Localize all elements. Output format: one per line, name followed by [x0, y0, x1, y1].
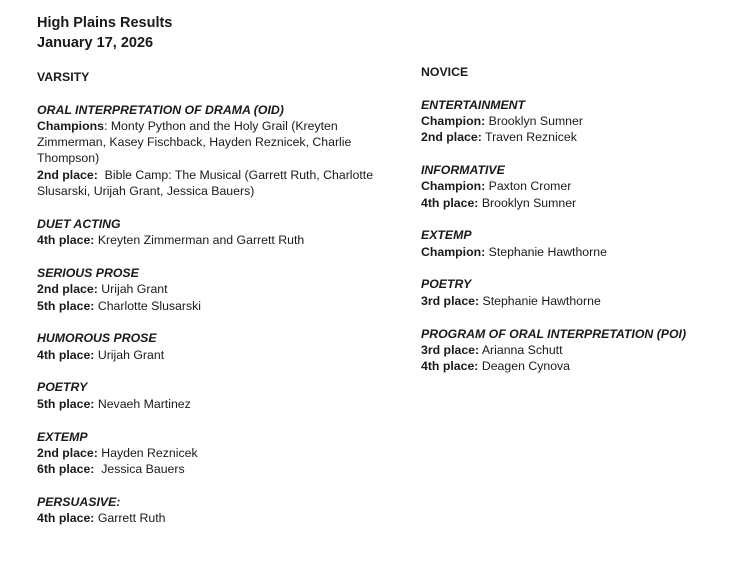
result-place: 5th place: — [37, 298, 95, 313]
result-entry: Monty Python and the Holy Grail (Kreyten Zimmerman, Kasey Fischback, Hayden Reznicek, Charlie Thompson) — [37, 118, 352, 166]
event-block — [37, 265, 387, 314]
result-entry: Traven Reznicek — [485, 130, 577, 145]
result-entry: Urijah Grant — [97, 347, 165, 362]
event-name: ORAL INTERPRETATION OF DRAMA (OID) — [37, 102, 284, 117]
event-name: EXTEMP — [421, 228, 472, 243]
result-entry: Stephanie Hawthorne — [488, 244, 607, 259]
event-block — [37, 330, 387, 363]
result-entry: Bible Camp: The Musical (Garrett Ruth, Charlotte Slusarski, Urijah Grant, Jessica Bauers) — [37, 167, 374, 199]
result-entry: Deagen Cynova — [481, 359, 571, 374]
event-block — [421, 162, 721, 211]
event-block — [37, 429, 387, 478]
result-place: 4th place: — [421, 359, 479, 374]
event-block — [421, 326, 721, 375]
document-title — [37, 13, 172, 53]
result-entry: Stephanie Hawthorne — [482, 293, 601, 308]
result-place: 2nd place: — [37, 167, 98, 182]
result-entry: Urijah Grant — [101, 282, 168, 297]
event-name: SERIOUS PROSE — [37, 265, 139, 280]
event-block — [421, 97, 721, 146]
varsity-event-list — [37, 102, 387, 527]
event-block — [37, 102, 387, 200]
result-line — [37, 461, 387, 477]
event-name: HUMOROUS PROSE — [37, 331, 157, 346]
result-line — [421, 358, 721, 374]
result-entry: Nevaeh Martinez — [97, 396, 191, 411]
result-line — [37, 445, 387, 461]
result-entry: Brooklyn Sumner — [488, 113, 583, 128]
result-place: Champion: — [421, 113, 486, 128]
event-name: INFORMATIVE — [421, 162, 505, 177]
result-line — [37, 298, 387, 314]
event-block — [421, 276, 721, 309]
event-name: EXTEMP — [37, 429, 88, 444]
result-entry: Charlotte Slusarski — [97, 298, 202, 313]
result-place: Champion: — [421, 244, 486, 259]
result-line — [421, 129, 721, 145]
novice-column — [421, 64, 721, 391]
result-place: 3rd place: — [421, 342, 480, 357]
result-place: 2nd place: — [37, 282, 98, 297]
result-line — [37, 396, 387, 412]
result-place: 3rd place: — [421, 293, 480, 308]
result-line — [37, 510, 387, 526]
event-name: ENTERTAINMENT — [421, 97, 526, 112]
result-line — [37, 281, 387, 297]
title-line-1: High Plains Results — [37, 15, 173, 31]
result-entry: Garrett Ruth — [97, 511, 166, 526]
result-entry: Kreyten Zimmerman and Garrett Ruth — [97, 233, 305, 248]
result-place: 4th place: — [37, 233, 95, 248]
result-place: 4th place: — [37, 511, 95, 526]
result-place: 6th place: — [37, 462, 95, 477]
event-name: POETRY — [421, 277, 472, 292]
event-block — [37, 379, 387, 412]
result-separator — [98, 168, 105, 182]
result-separator: : — [103, 118, 111, 133]
event-block — [37, 216, 387, 249]
result-line — [37, 167, 387, 200]
result-place: 2nd place: — [421, 130, 482, 145]
result-place: 4th place: — [421, 195, 479, 210]
result-place: 2nd place: — [37, 445, 98, 460]
result-place: 4th place: — [37, 347, 95, 362]
title-date: January 17, 2026 — [37, 35, 154, 51]
varsity-heading: VARSITY — [37, 70, 90, 84]
result-line — [421, 178, 721, 194]
result-line — [421, 293, 721, 309]
result-line — [421, 195, 721, 211]
event-name: PERSUASIVE: — [37, 494, 121, 509]
varsity-column — [37, 69, 387, 543]
event-block — [421, 227, 721, 260]
event-name: POETRY — [37, 380, 88, 395]
result-entry: Jessica Bauers — [101, 462, 185, 477]
event-name: DUET ACTING — [37, 216, 121, 231]
result-entry: Arianna Schutt — [481, 342, 563, 357]
result-line — [37, 347, 387, 363]
result-line — [421, 244, 721, 260]
event-block — [37, 494, 387, 527]
result-line — [421, 113, 721, 129]
event-name: PROGRAM OF ORAL INTERPRETATION (POI) — [421, 326, 687, 341]
result-place: 5th place: — [37, 396, 95, 411]
novice-heading: NOVICE — [421, 65, 469, 79]
result-line — [37, 118, 387, 167]
result-entry: Hayden Reznicek — [101, 445, 198, 460]
result-place: Champion: — [421, 179, 486, 194]
novice-event-list — [421, 97, 721, 375]
result-place: Champions — [37, 118, 104, 133]
result-line — [421, 342, 721, 358]
result-line — [37, 232, 387, 248]
result-entry: Paxton Cromer — [488, 179, 572, 194]
result-entry: Brooklyn Sumner — [481, 195, 577, 210]
